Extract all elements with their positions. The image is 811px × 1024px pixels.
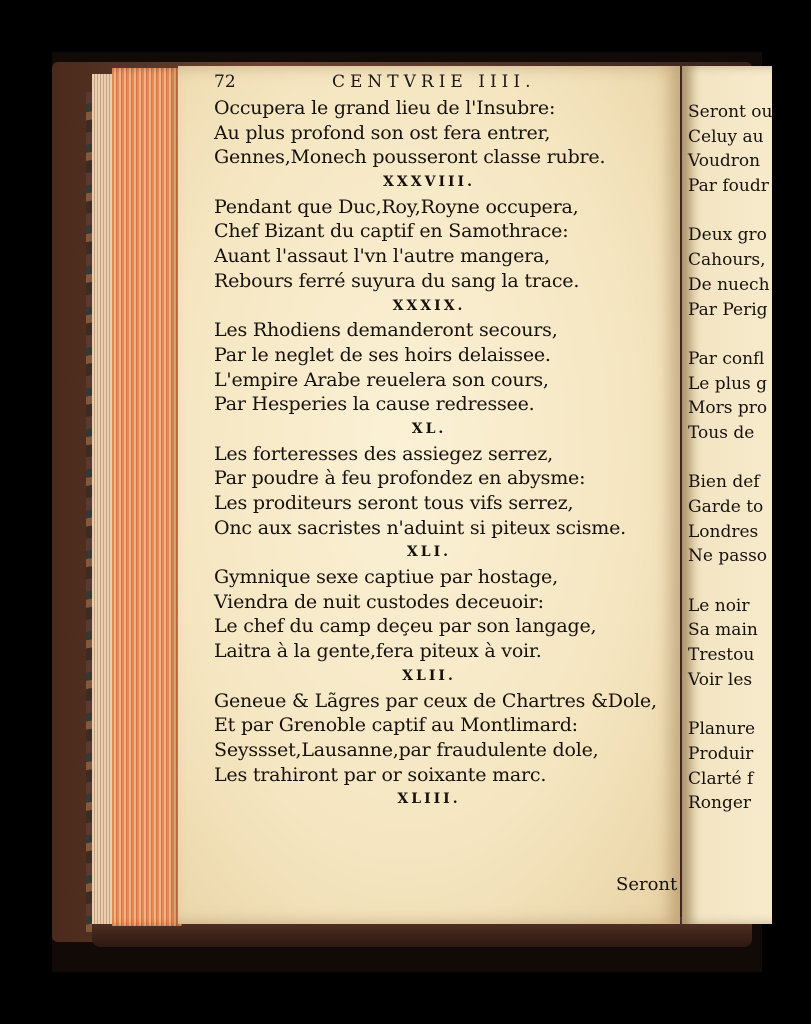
verse-line: Gennes,Monech pousseront classe rubre.	[214, 146, 606, 169]
facing-verse-line: Mors pro	[688, 398, 768, 419]
facing-verse-line: Par Perig	[688, 299, 768, 320]
facing-verse-line: Celuy au	[688, 126, 764, 147]
facing-verse-line: De nuech	[688, 274, 770, 295]
facing-verse-line: Ne passo	[688, 546, 768, 567]
verse-line: Et par Grenoble captif au Montlimard:	[214, 714, 578, 737]
verse-line: Occupera le grand lieu de l'Insubre:	[214, 97, 556, 119]
page-header	[214, 72, 654, 98]
facing-verse-line: Bien def	[688, 472, 760, 493]
facing-verse-line	[688, 446, 808, 471]
facing-verse-line	[688, 693, 808, 718]
verse-line: Laitra à la gente,fera piteux à voir.	[214, 640, 542, 663]
quatrain-number: XLIII.	[397, 791, 461, 808]
page-edges-light	[92, 74, 114, 924]
verse-line: Les Rhodiens demanderont secours,	[214, 319, 558, 342]
facing-verse-line: Par foudr	[688, 176, 769, 197]
facing-verse-line: Produir	[688, 743, 754, 764]
facing-verse-line: Le noir	[688, 595, 750, 616]
facing-verse-line: Voir les	[688, 669, 753, 690]
verse-line: L'empire Arabe reuelera son cours,	[214, 368, 549, 391]
verse-line: Les trahiront par or soixante marc.	[214, 763, 547, 786]
verse-line: Par poudre à feu profondez en abysme:	[214, 467, 586, 490]
verse-line: Par le neglet de ses hoirs delaissee.	[214, 343, 551, 366]
quatrain-number: XL.	[411, 420, 447, 437]
facing-verse-line: Trestou	[688, 645, 755, 666]
facing-verse-line: Cahours,	[688, 250, 766, 271]
verse-line: Auant l'assaut l'vn l'autre mangera,	[214, 245, 550, 268]
quatrain-number: XLI.	[406, 544, 452, 561]
right-page	[682, 66, 772, 924]
quatrain-number: XXXVIII.	[383, 174, 475, 191]
book-photo	[52, 52, 773, 972]
facing-verse-line	[688, 569, 808, 594]
facing-verse-line: Planure	[688, 719, 756, 740]
verse-line: Seyssset,Lausanne,par fraudulente dole,	[214, 738, 599, 761]
left-page	[178, 66, 680, 924]
facing-verse-line	[688, 322, 808, 347]
verse-line: Les proditeurs seront tous vifs serrez,	[214, 492, 574, 514]
verse-line: Le chef du camp deçeu par son langage,	[214, 615, 597, 638]
verse-line: Par Hesperies la cause redressee.	[214, 393, 535, 416]
facing-verse-line: Sa main	[688, 620, 758, 641]
verse-line: Viendra de nuit custodes deceuoir:	[214, 590, 544, 613]
quatrain-number: XLII.	[402, 667, 456, 684]
verse-line: Au plus profond son ost fera entrer,	[214, 121, 551, 144]
facing-verse-line: Seront ou	[688, 102, 773, 122]
facing-verse-lines	[688, 100, 808, 816]
page-number: 72	[214, 72, 236, 92]
verse-line: Pendant que Duc,Roy,Royne occupera,	[214, 195, 579, 218]
facing-verse-line: Voudron	[688, 151, 761, 172]
facing-verse-line: Clarté f	[688, 768, 754, 789]
verse-line: Rebours ferré suyura du sang la trace.	[214, 269, 580, 292]
facing-verse-line: Garde to	[688, 497, 764, 517]
verse-lines	[214, 96, 684, 812]
facing-verse-line	[688, 199, 808, 224]
facing-verse-line: Deux gro	[688, 225, 767, 246]
page-edges-red	[112, 68, 182, 926]
verse-line: Les forteresses des assiegez serrez,	[214, 442, 554, 465]
verse-line: Gymnique sexe captiue par hostage,	[214, 566, 558, 589]
running-title: CENTVRIE IIII.	[332, 72, 536, 92]
verse-line: Geneue & Lãgres par ceux de Chartres &Dole,	[214, 689, 657, 712]
quatrain-number: XXXIX.	[392, 297, 466, 314]
facing-verse-line: Tous de	[688, 422, 755, 443]
facing-verse-line: Ronger	[688, 793, 752, 814]
verse-line: Onc aux sacristes n'aduint si piteux scisme.	[214, 516, 626, 539]
facing-verse-line: Par confl	[688, 348, 765, 369]
facing-verse-line: Londres	[688, 521, 759, 542]
verse-line: Chef Bizant du captif en Samothrace:	[214, 220, 569, 243]
catchword: Seront	[616, 874, 678, 895]
facing-verse-line: Le plus g	[688, 373, 768, 394]
